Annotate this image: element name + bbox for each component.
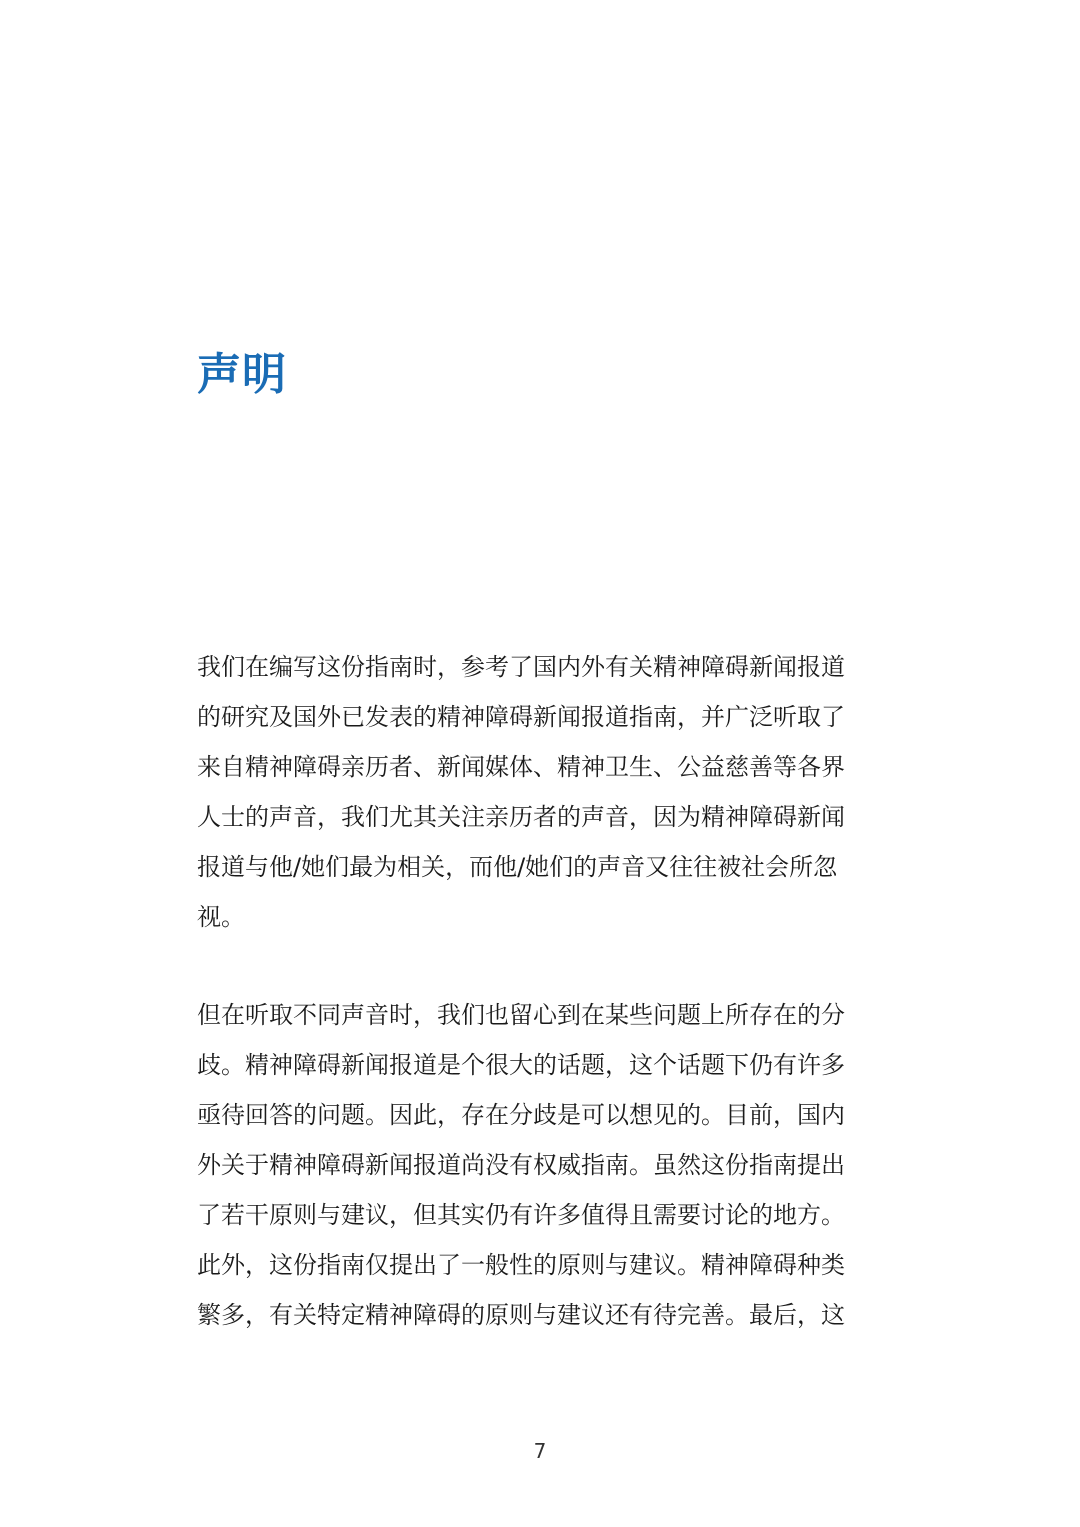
paragraph-line: 外关于精神障碍新闻报道尚没有权威指南。虽然这份指南提出 [197, 1151, 845, 1179]
section-heading: 声明 [197, 349, 287, 400]
paragraph-line: 了若干原则与建议，但其实仍有许多值得且需要讨论的地方。 [197, 1201, 845, 1229]
paragraph-line: 此外，这份指南仅提出了一般性的原则与建议。精神障碍种类 [197, 1251, 845, 1279]
paragraph-line: 歧。精神障碍新闻报道是个很大的话题，这个话题下仍有许多 [197, 1051, 845, 1079]
paragraph-line: 但在听取不同声音时，我们也留心到在某些问题上所存在的分 [197, 1001, 845, 1029]
paragraph-line: 繁多，有关特定精神障碍的原则与建议还有待完善。最后，这 [197, 1301, 845, 1329]
paragraph-line: 的研究及国外已发表的精神障碍新闻报道指南，并广泛听取了 [197, 703, 845, 731]
paragraph-line: 来自精神障碍亲历者、新闻媒体、精神卫生、公益慈善等各界 [197, 753, 845, 781]
paragraph-line: 我们在编写这份指南时，参考了国内外有关精神障碍新闻报道 [197, 653, 845, 681]
paragraph-line: 人士的声音，我们尤其关注亲历者的声音，因为精神障碍新闻 [197, 803, 845, 831]
paragraph-2 [197, 990, 897, 1340]
paragraph-2-text [197, 990, 897, 1340]
page-number: 7 [533, 1439, 547, 1463]
paragraph-line: 报道与他/她们最为相关，而他/她们的声音又往往被社会所忽 [197, 853, 838, 881]
paragraph-1-text [197, 642, 897, 942]
paragraph-1 [197, 642, 897, 942]
paragraph-line: 视。 [197, 903, 245, 931]
paragraph-line: 亟待回答的问题。因此，存在分歧是可以想见的。目前，国内 [197, 1101, 845, 1129]
